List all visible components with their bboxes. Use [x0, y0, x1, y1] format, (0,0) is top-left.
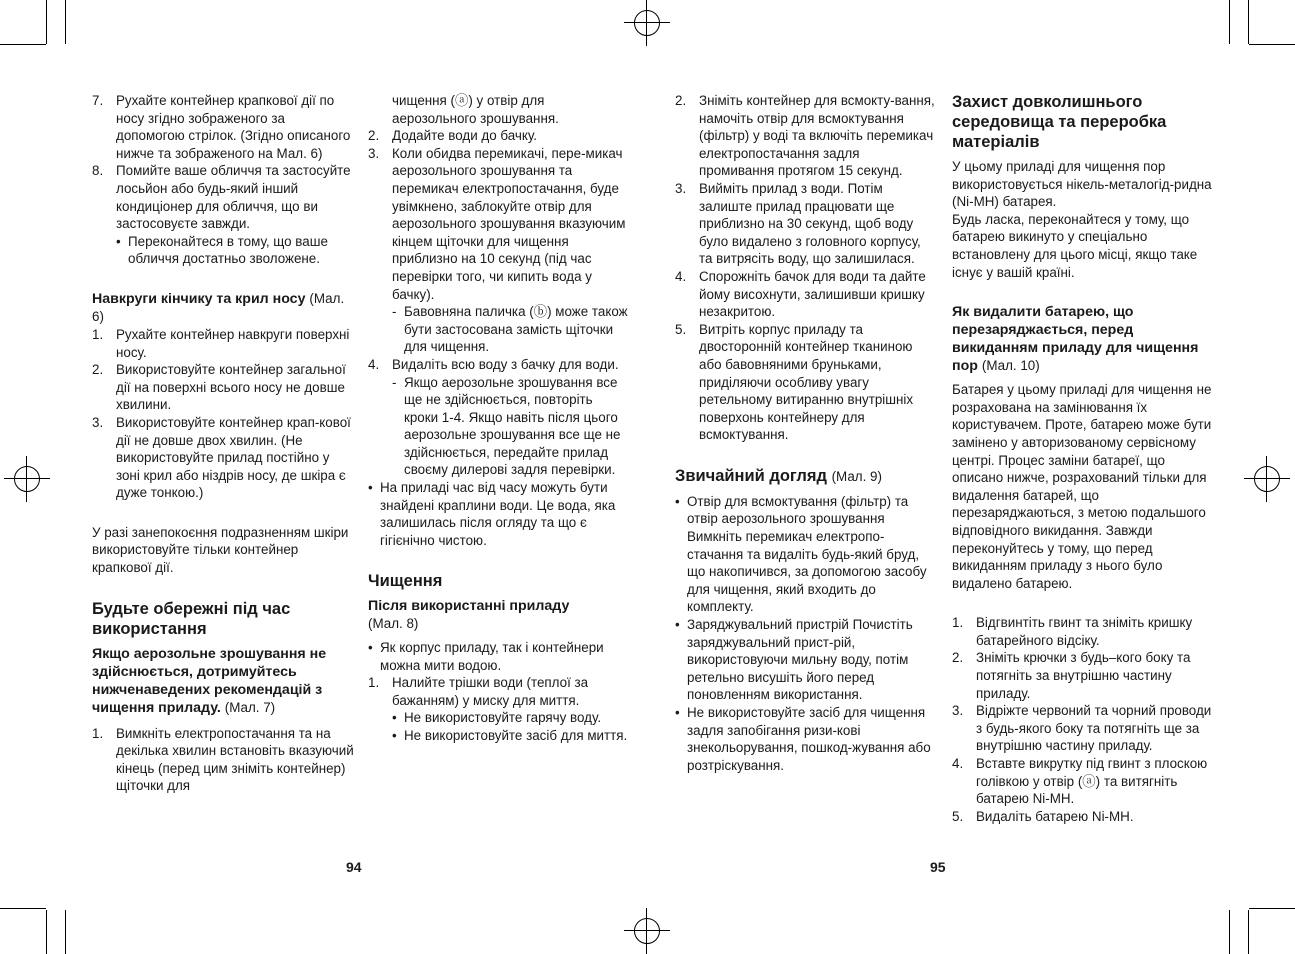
crop-mark	[1229, 0, 1230, 44]
list-item: 3. Вийміть прилад з води. Потім залиште прилад працювати ще приблизно на 30 секунд, щоб воду було видалено з головного корпусу, та витрясіть воду, що залишилася.	[675, 180, 921, 267]
crop-mark	[46, 0, 47, 44]
page-number-left: 94	[346, 859, 362, 875]
list-item: 1. Рухайте контейнер навкруги поверхні носу.	[92, 326, 350, 360]
list-item: 8. Помийте ваше обличчя та застосуйте лосьйон або будь-який інший кондиціонер для обличчя, що ви застосовуєте завжди.	[92, 163, 351, 232]
list-item: 1. Налийте трішки води (теплої за бажанням) у миску для миття.	[368, 675, 589, 708]
crop-mark	[1249, 908, 1295, 909]
list-item: 5. Видаліть батарею Ni-MH.	[952, 808, 1134, 824]
section-heading: Звичайний догляд (Мал. 9)	[675, 466, 882, 485]
section-heading: Чищення	[368, 572, 443, 591]
list-bullet: • Не використовуйте гарячу воду.	[392, 710, 602, 726]
crop-mark	[46, 910, 47, 954]
paragraph: У цьому приладі для чищення пор використовується нікель-металогід-ридна (Ni-MH) батарея.	[952, 159, 1212, 210]
list-item: 4. Видаліть всю воду з бачку для води.	[368, 356, 619, 372]
crop-mark	[1249, 44, 1295, 45]
column-4	[952, 92, 1214, 825]
list-item: 3. Коли обидва перемикачі, пере-микач аерозольного зрошування та перемикач електропостачання, буде увімкнено, заблокуйте отвір для аерозольного зрошування вказуючим кінцем щіточки для чищення приблизно на 10 секунд (під час перевірки того, чи кипить вода у бачку).	[368, 145, 626, 302]
list-item: 1. Вимкніть електропостачання та на декілька хвилин встановіть вказуючий кінець (перед цим зніміть контейнер) щіточки для	[92, 725, 354, 794]
section-heading: Будьте обережні під час використання	[92, 599, 291, 638]
list-bullet: • Переконайтеся в тому, що ваше обличчя достатньо зволожене.	[116, 233, 328, 267]
bullet-icon: •	[675, 493, 680, 509]
column-1	[92, 92, 354, 795]
list-dash: - Якщо аерозольне зрошування все ще не здійснюється, повторіть кроки 1-4. Якщо навіть після цього аерозольне зрошування все ще не здійснюється, передайте прилад своєму дилерові задля перевірки.	[392, 374, 621, 478]
list-item: чищення (ⓐ) у отвір для аерозольного зрошування.	[392, 93, 559, 126]
crop-mark	[0, 908, 46, 909]
list-item: 3. Відріжте червоний та чорний проводи з будь-якого боку та потягніть ще за внутрішню частину приладу.	[952, 703, 1212, 754]
list-dash: - Бавовняна паличка (ⓑ) може також бути застосована замість щіточки для чищення.	[392, 304, 628, 355]
section-heading: Як видалити батарею, що перезаряджається, перед викиданням приладу для чищення пор (Мал. 10)	[952, 304, 1199, 375]
bullet-icon: •	[368, 640, 373, 656]
bullet-icon: •	[392, 710, 397, 726]
list-item: 3. Використовуйте контейнер крап-кової дії не довше двох хвилин. (Не використовуйте прилад постійно у зоні крил або ніздрів носу, де шкіра є дуже тонкою.)	[92, 414, 351, 501]
list-bullet: • Заряджувальний пристрій Почистіть заряджувальний прист-рій, використовуючи мильну воду, потім ретельно висушіть його перед поновленням використання.	[675, 617, 913, 703]
list-item: 2. Зніміть крючки з будь–кого боку та потягніть за внутрішню частину приладу.	[952, 650, 1191, 701]
paragraph: Батарея у цьому приладі для чищення не розрахована на замінювання їх користувачем. Проте, батарею може бути замінено у авторизованому сервісному центрі. Процес заміни батареї, що описано нижче, розрахований тільки для видалення батарей, що перезаряджаються, з метою подальшого відповідного викидання. Завжди переконуйтесь у тому, що перед викиданням приладу з нього було видалено батарею.	[952, 382, 1212, 591]
crop-mark	[0, 44, 46, 45]
page-number-right: 95	[930, 859, 946, 875]
figure-reference: (Мал. 8)	[368, 616, 419, 632]
registration-mark-left	[4, 456, 50, 502]
list-bullet: • На приладі час від часу можуть бути знайдені краплини води. Це вода, яка залишилась після огляду та що є гігієнічно чистою.	[368, 480, 616, 548]
paragraph: Будь ласка, переконайтеся у тому, що батарею викинуто у спеціально встановлену для цього місці, якщо таке існує у вашій країні.	[952, 211, 1198, 280]
list-bullet: • Отвір для всмоктування (фільтр) та отвір аерозольного зрошування Вимкніть перемикач електропо-стачання та видаліть будь-який бруд, що накопичився, за допомогою засобу для чищення, який входить до комплекту.	[675, 493, 927, 615]
list-bullet: • Не використовуйте засіб для миття.	[392, 728, 628, 743]
list-item: 4. Спорожніть бачок для води та дайте йому висохнути, залишивши кришку незакритою.	[675, 268, 926, 320]
bullet-icon: •	[675, 617, 680, 633]
sub-heading: Якщо аерозольне зрошування не здійснюється, дотримуйтесь нижченаведених рекомендацій з чищення приладу. (Мал. 7)	[92, 645, 327, 716]
section-heading: Захист довколишнього середовища та переробка матеріалів	[952, 93, 1167, 151]
column-2	[368, 92, 630, 745]
section-heading: Навкруги кінчику та крил носу (Мал. 6)	[92, 290, 345, 324]
list-item: 2. Використовуйте контейнер загальної дії на поверхні всього носу не довше хвилини.	[92, 362, 346, 413]
crop-mark	[65, 910, 66, 954]
list-item: 7. Рухайте контейнер крапкової дії по носу згідно зображеного за допомогою стрілок. (Згідно описаного нижче та зображеного на Мал. 6)	[92, 93, 351, 161]
list-item: 2. Зніміть контейнер для всмокту-вання, намочіть отвір для всмоктування (фільтр) у воді та включіть перемикач електропостачання задля промивання протягом 15 секунд.	[675, 93, 935, 179]
paragraph: У разі занепокоєння подразненням шкіри використовуйте тільки контейнер крапкової дії.	[92, 524, 349, 576]
bullet-icon: •	[392, 728, 397, 743]
registration-mark-right	[1244, 456, 1290, 502]
crop-mark	[1229, 910, 1230, 954]
column-3	[675, 92, 937, 774]
list-bullet: • Як корпус приладу, так і контейнери можна мити водою.	[368, 640, 604, 673]
list-item: 4. Вставте викрутку під гвинт з плоскою голівкою у отвір (ⓐ) та витягніть батарею Ni-MH.	[952, 756, 1208, 807]
crop-mark	[1248, 910, 1249, 954]
registration-mark-bottom	[624, 908, 670, 954]
registration-mark-top	[624, 0, 670, 46]
bullet-icon: •	[368, 480, 373, 496]
bullet-icon: •	[675, 705, 680, 720]
list-item: 5. Витріть корпус приладу та двосторонній контейнер тканиною або бавовняними бруньками, приділяючи особливу увагу ретельному витиранню внутрішніх поверхонь контейнеру для всмоктування.	[675, 321, 914, 443]
bullet-icon: •	[116, 233, 121, 249]
list-item: 2. Додайте води до бачку.	[368, 128, 537, 144]
sub-heading: Після використанні приладу	[368, 598, 570, 615]
list-item: 1. Відгвинтіть гвинт та зніміть кришку батарейного відсіку.	[952, 615, 1193, 648]
list-bullet: • Не використовуйте засіб для чищення задля запобігання ризи-кові знекольорування, пошкод-жування або розтріскування.	[675, 705, 931, 773]
crop-mark	[65, 0, 66, 44]
crop-mark	[1248, 0, 1249, 44]
